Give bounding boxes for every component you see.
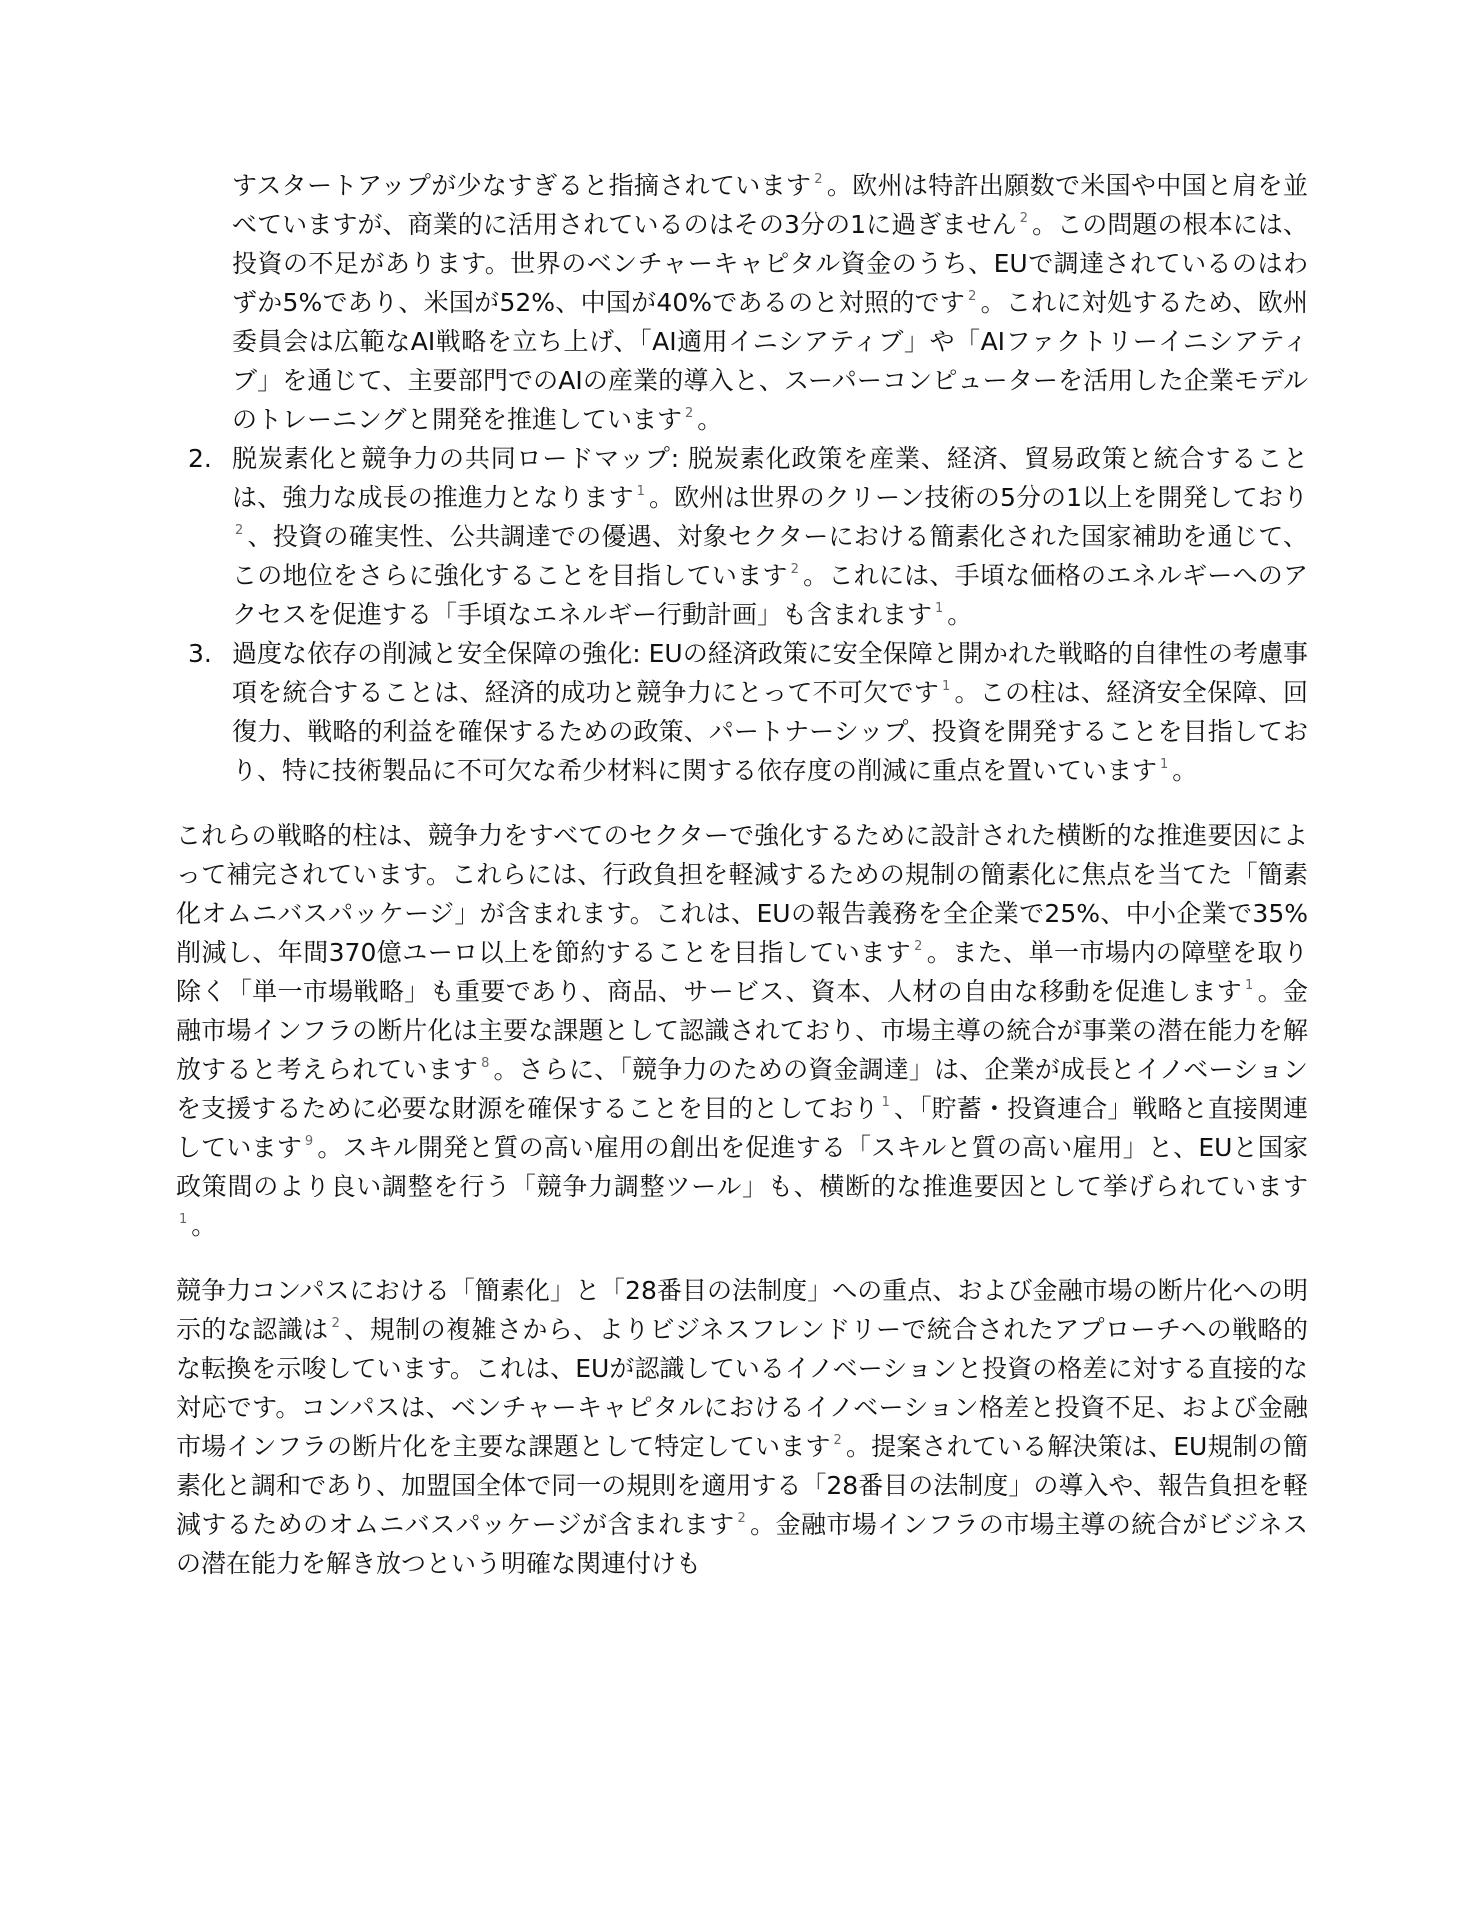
paragraph-simplification-focus	[176, 1271, 1308, 1583]
text-run: 。	[191, 1211, 217, 1240]
citation-ref[interactable]: 1	[1160, 757, 1169, 772]
text-run: 脱炭素化と競争力の共同ロードマップ: 脱炭素化政策を産業、経済、貿易政策と統合することは、強力な成長の推進力となります	[232, 444, 1308, 512]
document-body	[176, 166, 1308, 1583]
strategic-pillars-list	[176, 439, 1308, 790]
list-item-number: 2.	[188, 444, 212, 473]
text-run: 、「貯蓄・投資連合」戦略と直接関連しています	[176, 1094, 1308, 1162]
text-run: 。スキル開発と質の高い雇用の創出を促進する「スキルと質の高い雇用」と、EUと国家政策間のより良い調整を行う「競争力調整ツール」も、横断的な推進要因として挙げられています	[176, 1133, 1308, 1201]
text-run: 。これには、手頃な価格のエネルギーへのアクセスを促進する「手頃なエネルギー行動計画」も含まれます	[232, 561, 1308, 629]
text-run: 。	[1172, 756, 1198, 785]
text-run: 。欧州は世界のクリーン技術の5分の1以上を開発しており	[648, 483, 1308, 512]
citation-ref[interactable]: 2	[235, 523, 244, 538]
text-run: 。欧州は特許出願数で米国や中国と肩を並べていますが、商業的に活用されているのはその3分の1に過ぎません	[232, 171, 1308, 239]
text-run: 。この問題の根本には、投資の不足があります。世界のベンチャーキャピタル資金のうち、EUで調達されているのはわずか5%であり、米国が52%、中国が40%であるのと対照的です	[232, 210, 1308, 317]
citation-ref[interactable]: 1	[935, 601, 944, 616]
citation-ref[interactable]: 1	[941, 679, 951, 694]
citation-ref[interactable]: 1	[179, 1212, 188, 1227]
citation-ref[interactable]: 2	[685, 406, 694, 421]
text-run: 。これに対処するため、欧州委員会は広範なAI戦略を立ち上げ、「AI適用イニシアティブ」や「AIファクトリーイニシアティブ」を通じて、主要部門でのAIの産業的導入と、スーパーコンピューターを活用した企業モデルのトレーニングと開発を推進しています	[232, 288, 1308, 434]
text-run: 。この柱は、経済安全保障、回復力、戦略的利益を確保するための政策、パートナーシップ、投資を開発することを目指しており、特に技術製品に不可欠な希少材料に関する依存度の削減に重点を置いています	[232, 678, 1308, 785]
list-item	[176, 634, 1308, 790]
text-run: 、投資の確実性、公共調達での優遇、対象セクターにおける簡素化された国家補助を通じて、この地位をさらに強化することを目指しています	[232, 522, 1308, 590]
text-run: 競争力コンパスにおける「簡素化」と「28番目の法制度」への重点、および金融市場の断片化への明示的な認識は	[176, 1276, 1308, 1344]
citation-ref[interactable]: 2	[737, 1511, 746, 1526]
list-item-number: 3.	[188, 639, 212, 668]
text-run: 。	[697, 405, 723, 434]
citation-ref[interactable]: 1	[636, 484, 645, 499]
text-run: 。金融市場インフラの市場主導の統合がビジネスの潜在能力を解き放つという明確な関連付けも	[176, 1510, 1308, 1578]
list-item	[176, 439, 1308, 634]
text-run: 過度な依存の削減と安全保障の強化: EUの経済政策に安全保障と開かれた戦略的自律性の考慮事項を統合することは、経済的成功と競争力にとって不可欠です	[232, 639, 1308, 707]
citation-ref[interactable]: 2	[914, 939, 923, 954]
text-run: 。提案されている解決策は、EU規制の簡素化と調和であり、加盟国全体で同一の規則を適用する「28番目の法制度」の導入や、報告負担を軽減するためのオムニバスパッケージが含まれます	[176, 1432, 1308, 1539]
citation-ref[interactable]: 2	[968, 289, 977, 304]
citation-ref[interactable]: 2	[331, 1316, 340, 1331]
citation-ref[interactable]: 1	[881, 1095, 890, 1110]
text-run: 。さらに、「競争力のための資金調達」は、企業が成長とイノベーションを支援するために必要な財源を確保することを目的としており	[176, 1055, 1308, 1123]
text-run: これらの戦略的柱は、競争力をすべてのセクターで強化するために設計された横断的な推進要因によって補完されています。これらには、行政負担を軽減するための規制の簡素化に焦点を当てた「簡素化オムニバスパッケージ」が含まれます。これは、EUの報告義務を全企業で25%、中小企業で35%削減し、年間370億ユーロ以上を節約することを目指しています	[176, 821, 1308, 967]
text-run: 。金融市場インフラの断片化は主要な課題として認識されており、市場主導の統合が事業の潜在能力を解放すると考えられています	[176, 977, 1308, 1084]
citation-ref[interactable]: 2	[833, 1433, 842, 1448]
continued-list-item-text	[232, 166, 1308, 439]
citation-ref[interactable]: 8	[481, 1056, 490, 1071]
citation-ref[interactable]: 1	[1244, 978, 1254, 993]
citation-ref[interactable]: 2	[814, 172, 823, 187]
text-run: 。	[947, 600, 973, 629]
text-run: 。また、単一市場内の障壁を取り除く「単一市場戦略」も重要であり、商品、サービス、資本、人材の自由な移動を促進します	[176, 938, 1308, 1006]
citation-ref[interactable]: 2	[1019, 211, 1028, 226]
text-run: 、規制の複雑さから、よりビジネスフレンドリーで統合されたアプローチへの戦略的な転換を示唆しています。これは、EUが認識しているイノベーションと投資の格差に対する直接的な対応です。コンパスは、ベンチャーキャピタルにおけるイノベーション格差と投資不足、および金融市場インフラの断片化を主要な課題として特定しています	[176, 1315, 1308, 1461]
citation-ref[interactable]: 9	[304, 1134, 314, 1149]
citation-ref[interactable]: 2	[790, 562, 799, 577]
paragraph-cross-cutting-drivers	[176, 816, 1308, 1245]
text-run: すスタートアップが少なすぎると指摘されています	[232, 171, 812, 200]
